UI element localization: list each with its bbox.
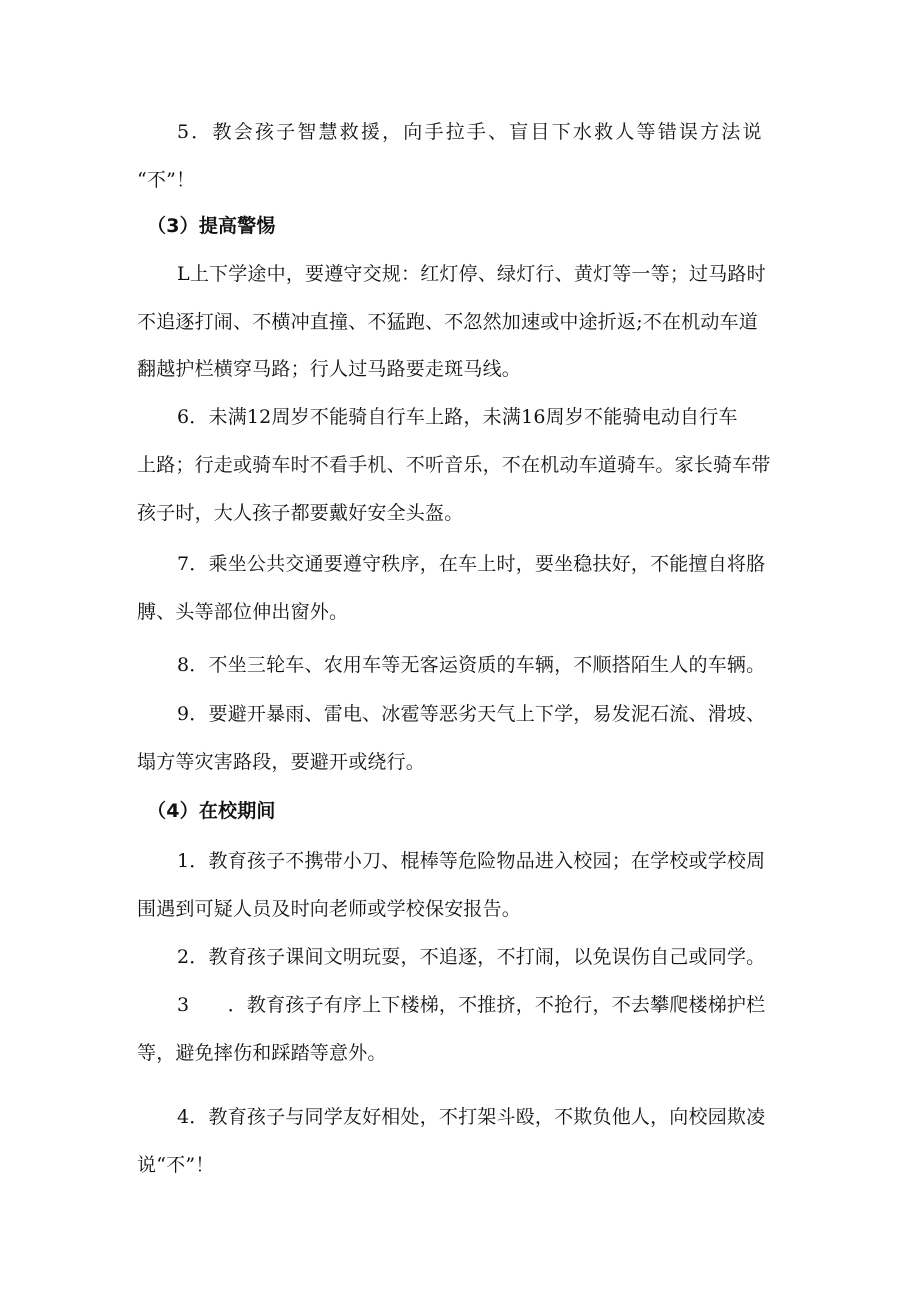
section-heading-4: （4）在校期间 [147,800,276,822]
paragraph-9-line-2: 塌方等灾害路段，要避开或绕行。 [137,751,426,773]
paragraph-8-line-1: 8．不坐三轮车、农用车等无客运资质的车辆，不顺搭陌生人的车辆。 [177,654,766,676]
paragraph-9-line-1: 9．要避开暴雨、雷电、冰雹等恶劣天气上下学，易发泥石流、滑坡、 [177,703,766,725]
paragraph-6-line-3: 孩子时，大人孩子都要戴好安全头盔。 [137,502,464,524]
paragraph-l-line-1: L上下学途中，要遵守交规：红灯停、绿灯行、黄灯等一等；过马路时 [177,263,766,285]
school-paragraph-3-line-1: 3 ．教育孩子有序上下楼梯，不推挤，不抢行，不去攀爬楼梯护栏 [177,994,766,1016]
school-paragraph-4-line-2: 说“不”！ [137,1154,215,1176]
paragraph-6-line-2: 上路；行走或骑车时不看手机、不听音乐，不在机动车道骑车。家长骑车带 [137,454,771,476]
paragraph-l-line-2: 不追逐打闹、不横冲直撞、不猛跑、不忽然加速或中途折返;不在机动车道 [137,311,759,333]
paragraph-5-line-1: 5．教会孩子智慧救援，向手拉手、盲目下水救人等错误方法说 [177,121,764,143]
paragraph-7-line-1: 7．乘坐公共交通要遵守秩序，在车上时，要坐稳扶好，不能擅自将胳 [177,553,766,575]
paragraph-5-line-2: “不”！ [137,169,196,191]
school-paragraph-3-line-2: 等，避免摔伤和踩踏等意外。 [137,1042,387,1064]
school-paragraph-4-line-1: 4．教育孩子与同学友好相处，不打架斗殴，不欺负他人，向校园欺凌 [177,1106,766,1128]
school-paragraph-1-line-1: 1．教育孩子不携带小刀、棍棒等危险物品进入校园；在学校或学校周 [177,850,766,872]
paragraph-7-line-2: 膊、头等部位伸出窗外。 [137,601,349,623]
section-heading-3: （3）提高警惕 [147,215,276,237]
school-paragraph-1-line-2: 围遇到可疑人员及时向老师或学校保安报告。 [137,898,522,920]
paragraph-l-line-3: 翻越护栏横穿马路；行人过马路要走斑马线。 [137,358,522,380]
paragraph-6-line-1: 6．未满12周岁不能骑自行车上路，未满16周岁不能骑电动自行车 [177,406,738,428]
school-paragraph-2-line-1: 2．教育孩子课间文明玩耍，不追逐，不打闹，以免误伤自己或同学。 [177,946,766,968]
